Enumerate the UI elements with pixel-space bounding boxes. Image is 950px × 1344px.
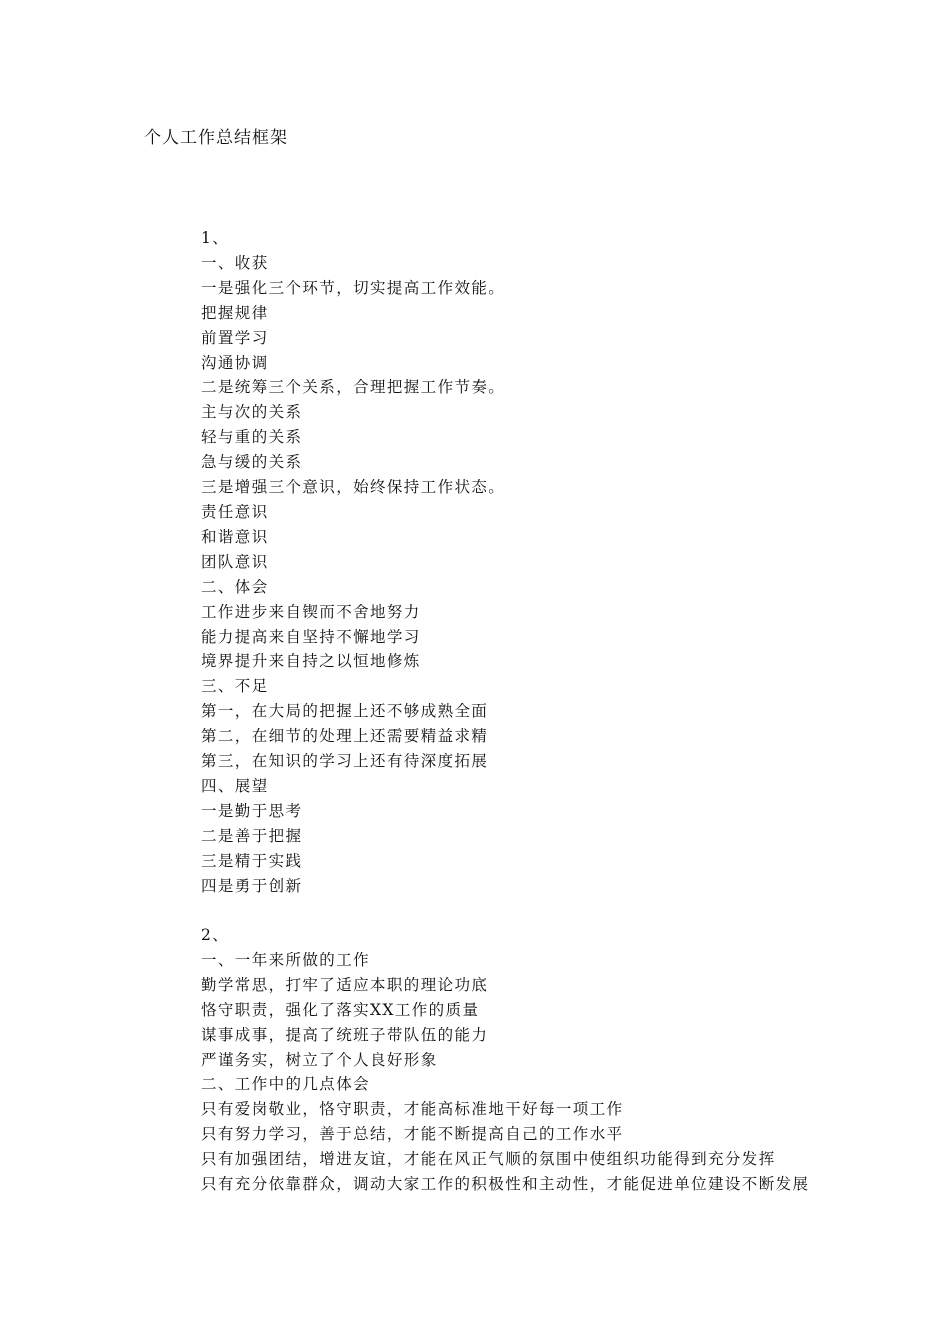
document-title: 个人工作总结框架 bbox=[144, 128, 288, 148]
list-item: 一是强化三个环节，切实提高工作效能。 bbox=[201, 278, 506, 297]
list-item: 把握规律 bbox=[201, 303, 269, 322]
list-item: 第一，在大局的把握上还不够成熟全面 bbox=[201, 702, 489, 721]
list-item: 急与缓的关系 bbox=[201, 453, 303, 472]
list-item: 三是精于实践 bbox=[201, 851, 303, 870]
list-item: 第二，在细节的处理上还需要精益求精 bbox=[201, 727, 489, 746]
list-item: 只有加强团结，增进友谊，才能在风正气顺的氛围中使组织功能得到充分发挥 bbox=[201, 1150, 776, 1169]
list-item: 和谐意识 bbox=[201, 527, 269, 546]
list-item: 第三，在知识的学习上还有待深度拓展 bbox=[201, 752, 489, 771]
section-1 bbox=[201, 226, 841, 898]
heading-shortcomings: 三、不足 bbox=[201, 677, 269, 696]
list-item: 勤学常思，打牢了适应本职的理论功底 bbox=[201, 975, 489, 994]
heading-outlook: 四、展望 bbox=[201, 776, 269, 795]
list-item: 轻与重的关系 bbox=[201, 428, 303, 447]
list-item: 工作进步来自锲而不舍地努力 bbox=[201, 602, 421, 621]
list-item: 能力提高来自坚持不懈地学习 bbox=[201, 627, 421, 646]
list-item: 严谨务实，树立了个人良好形象 bbox=[201, 1050, 438, 1069]
list-item: 只有充分依靠群众，调动大家工作的积极性和主动性，才能促进单位建设不断发展 bbox=[201, 1175, 810, 1194]
list-item: 境界提升来自持之以恒地修炼 bbox=[201, 652, 421, 671]
list-item: 谋事成事，提高了统班子带队伍的能力 bbox=[201, 1025, 489, 1044]
list-item: 前置学习 bbox=[201, 328, 269, 347]
list-item: 恪守职责，强化了落实XX工作的质量 bbox=[201, 1000, 480, 1019]
list-item: 主与次的关系 bbox=[201, 403, 303, 422]
list-item: 团队意识 bbox=[201, 552, 269, 571]
heading-harvest: 一、收获 bbox=[201, 253, 269, 272]
section-2-lines bbox=[201, 948, 841, 1197]
section-1-lines bbox=[201, 251, 841, 899]
section-number: 1、 bbox=[201, 229, 230, 247]
list-item: 只有努力学习，善于总结，才能不断提高自己的工作水平 bbox=[201, 1125, 624, 1144]
list-item: 三是增强三个意识，始终保持工作状态。 bbox=[201, 478, 506, 497]
list-item: 沟通协调 bbox=[201, 353, 269, 372]
heading-insights: 二、工作中的几点体会 bbox=[201, 1075, 371, 1094]
section-2 bbox=[201, 923, 841, 1197]
section-number: 2、 bbox=[201, 926, 230, 944]
list-item: 二是统筹三个关系，合理把握工作节奏。 bbox=[201, 378, 506, 397]
list-item: 一是勤于思考 bbox=[201, 801, 303, 820]
list-item: 四是勇于创新 bbox=[201, 876, 303, 895]
list-item: 责任意识 bbox=[201, 502, 269, 521]
list-item: 二是善于把握 bbox=[201, 826, 303, 845]
list-item: 只有爱岗敬业，恪守职责，才能高标准地干好每一项工作 bbox=[201, 1100, 624, 1119]
heading-experience: 二、体会 bbox=[201, 577, 269, 596]
heading-year-work: 一、一年来所做的工作 bbox=[201, 950, 371, 969]
